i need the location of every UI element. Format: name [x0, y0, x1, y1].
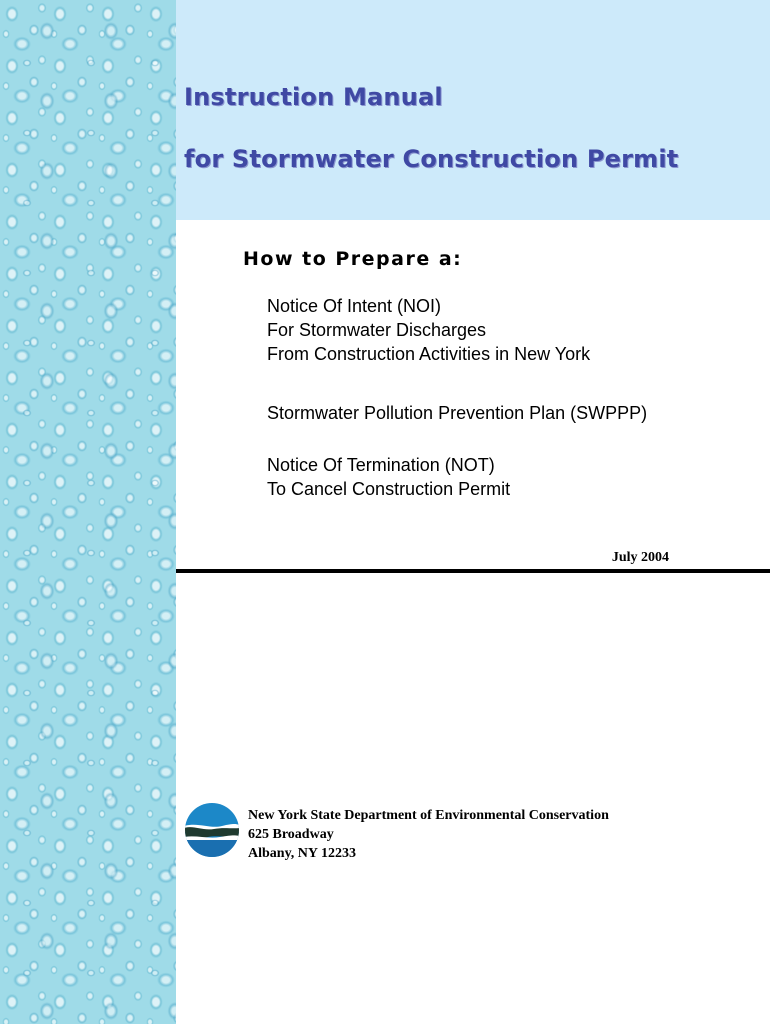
not-document-item [267, 453, 510, 501]
swppp-line-title: Stormwater Pollution Prevention Plan (SWPPP) [267, 403, 648, 423]
not-line-title: Notice Of Termination (NOT) [267, 455, 495, 475]
noi-line-scope: From Construction Activities in New York [267, 344, 591, 364]
agency-address [248, 806, 609, 863]
swppp-document-item [267, 401, 647, 425]
not-line-purpose: To Cancel Construction Permit [267, 479, 511, 499]
noi-line-title: Notice Of Intent (NOI) [267, 296, 442, 316]
prepare-heading: How to Prepare a: [243, 248, 463, 270]
publication-date: July 2004 [611, 550, 669, 565]
agency-street: 625 Broadway [248, 827, 334, 842]
title-instruction-manual: Instruction Manual [184, 83, 443, 111]
horizontal-rule [176, 569, 770, 573]
noi-document-item [267, 294, 590, 366]
nysdec-logo-icon [184, 802, 240, 858]
water-droplet-background [0, 0, 176, 1024]
agency-city: Albany, NY 12233 [248, 846, 357, 861]
agency-name: New York State Department of Environmental Conservation [248, 808, 609, 823]
noi-line-subject: For Stormwater Discharges [267, 320, 487, 340]
title-stormwater-permit: for Stormwater Construction Permit [184, 145, 679, 173]
